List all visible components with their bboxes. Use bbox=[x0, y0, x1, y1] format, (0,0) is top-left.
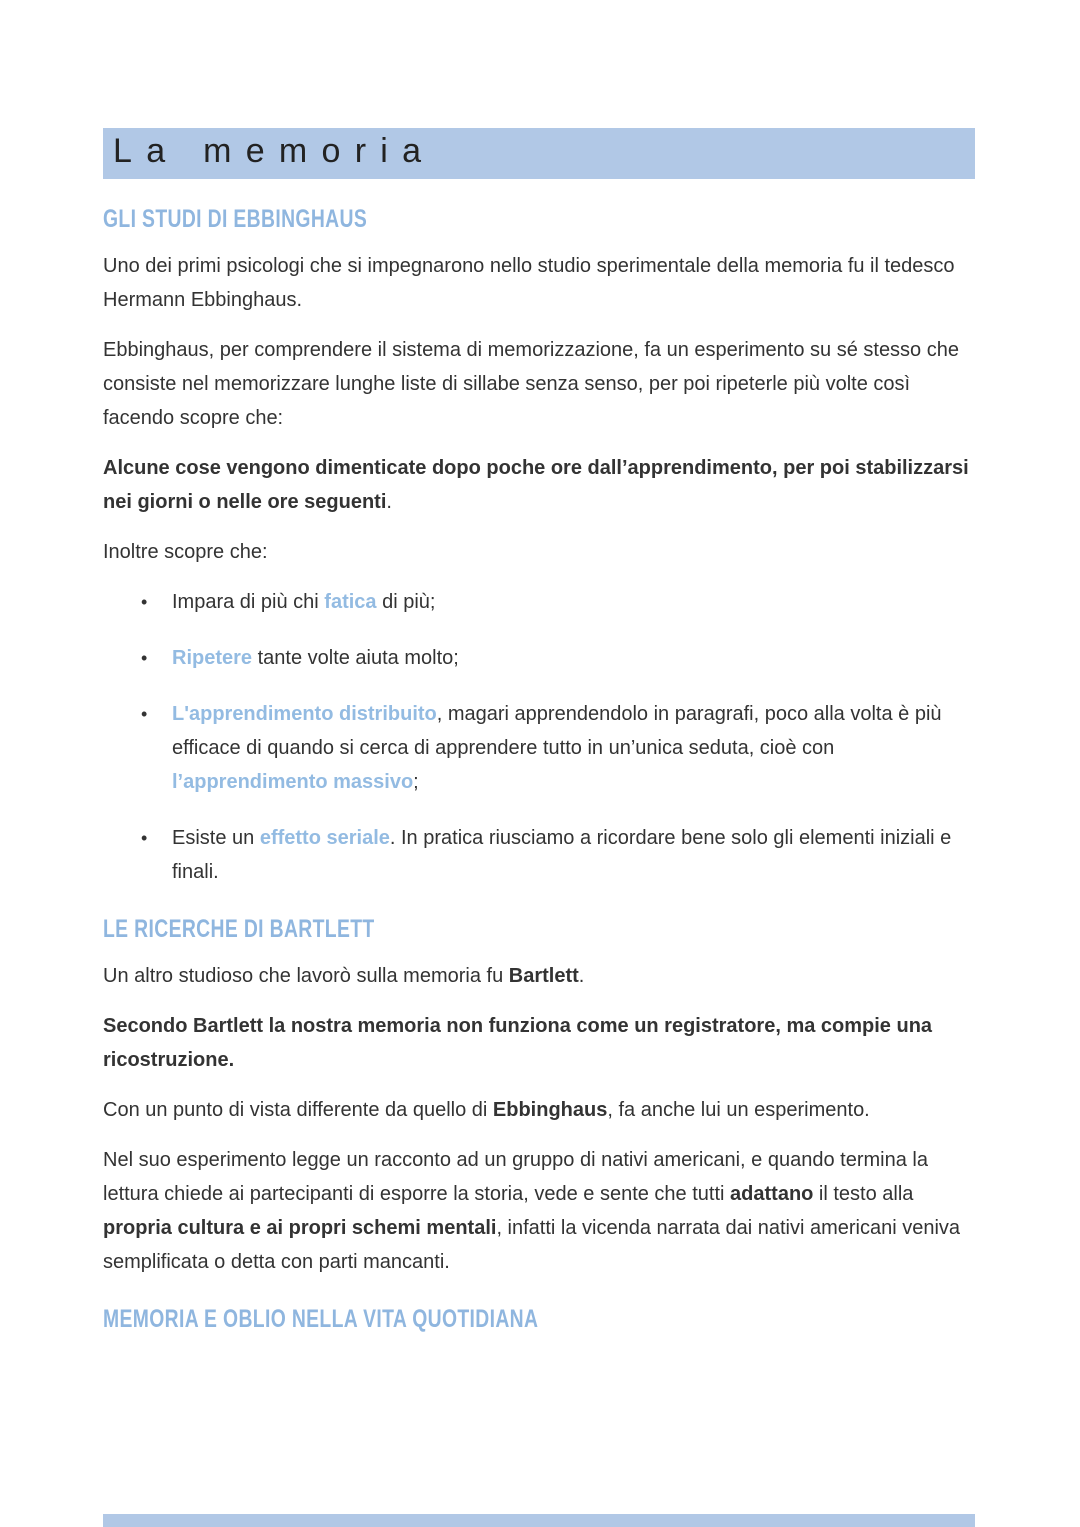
paragraph: Inoltre scopre che: bbox=[103, 541, 268, 564]
document-content bbox=[103, 0, 975, 1349]
bullet-list bbox=[103, 585, 975, 889]
section-heading-memoria-oblio: MEMORIA E OBLIO NELLA VITA QUOTIDIANA bbox=[103, 1305, 539, 1334]
paragraph: Un altro studioso che lavorò sulla memoria fu Bartlett. bbox=[103, 965, 585, 988]
paragraph: Con un punto di vista differente da quello di Ebbinghaus, fa anche lui un esperimento. bbox=[103, 1099, 870, 1122]
section-heading-bartlett: LE RICERCHE DI BARTLETT bbox=[103, 915, 375, 944]
document-title-text: La memoria bbox=[113, 132, 436, 170]
document-title bbox=[103, 128, 975, 179]
bullet-item: • Esiste un effetto seriale. In pratica riusciamo a ricordare bene solo gli elementi iniziali e finali. bbox=[172, 821, 975, 889]
paragraph: Ebbinghaus, per comprendere il sistema di memorizzazione, fa un esperimento su sé stesso che consiste nel memorizzare lunghe liste di sillabe senza senso, per poi ripeterle più volte così facendo scopre che: bbox=[103, 339, 959, 430]
next-section-highlight-strip bbox=[103, 1514, 975, 1527]
paragraph-bold: Alcune cose vengono dimenticate dopo poche ore dall’apprendimento, per poi stabilizzarsi nei giorni o nelle ore seguenti. bbox=[103, 457, 969, 514]
bullet-item: • Impara di più chi fatica di più; bbox=[172, 585, 975, 619]
section-heading-ebbinghaus: GLI STUDI DI EBBINGHAUS bbox=[103, 205, 368, 234]
paragraph: Uno dei primi psicologi che si impegnarono nello studio sperimentale della memoria fu il tedesco Hermann Ebbinghaus. bbox=[103, 255, 955, 312]
paragraph: Nel suo esperimento legge un racconto ad un gruppo di nativi americani, e quando termina la lettura chiede ai partecipanti di esporre la storia, vede e sente che tutti adattano il testo alla propria cultura e ai propri schemi mentali, infatti la vicenda narrata dai nativi americani veniva semplificata o detta con parti mancanti. bbox=[103, 1149, 961, 1274]
bullet-item: • Ripetere tante volte aiuta molto; bbox=[172, 641, 975, 675]
bullet-item: • L'apprendimento distribuito, magari apprendendolo in paragrafi, poco alla volta è più efficace di quando si cerca di apprendere tutto in un’unica seduta, cioè con l’apprendimento massivo; bbox=[172, 697, 975, 799]
paragraph-bold: Secondo Bartlett la nostra memoria non funziona come un registratore, ma compie una ricostruzione. bbox=[103, 1015, 933, 1072]
